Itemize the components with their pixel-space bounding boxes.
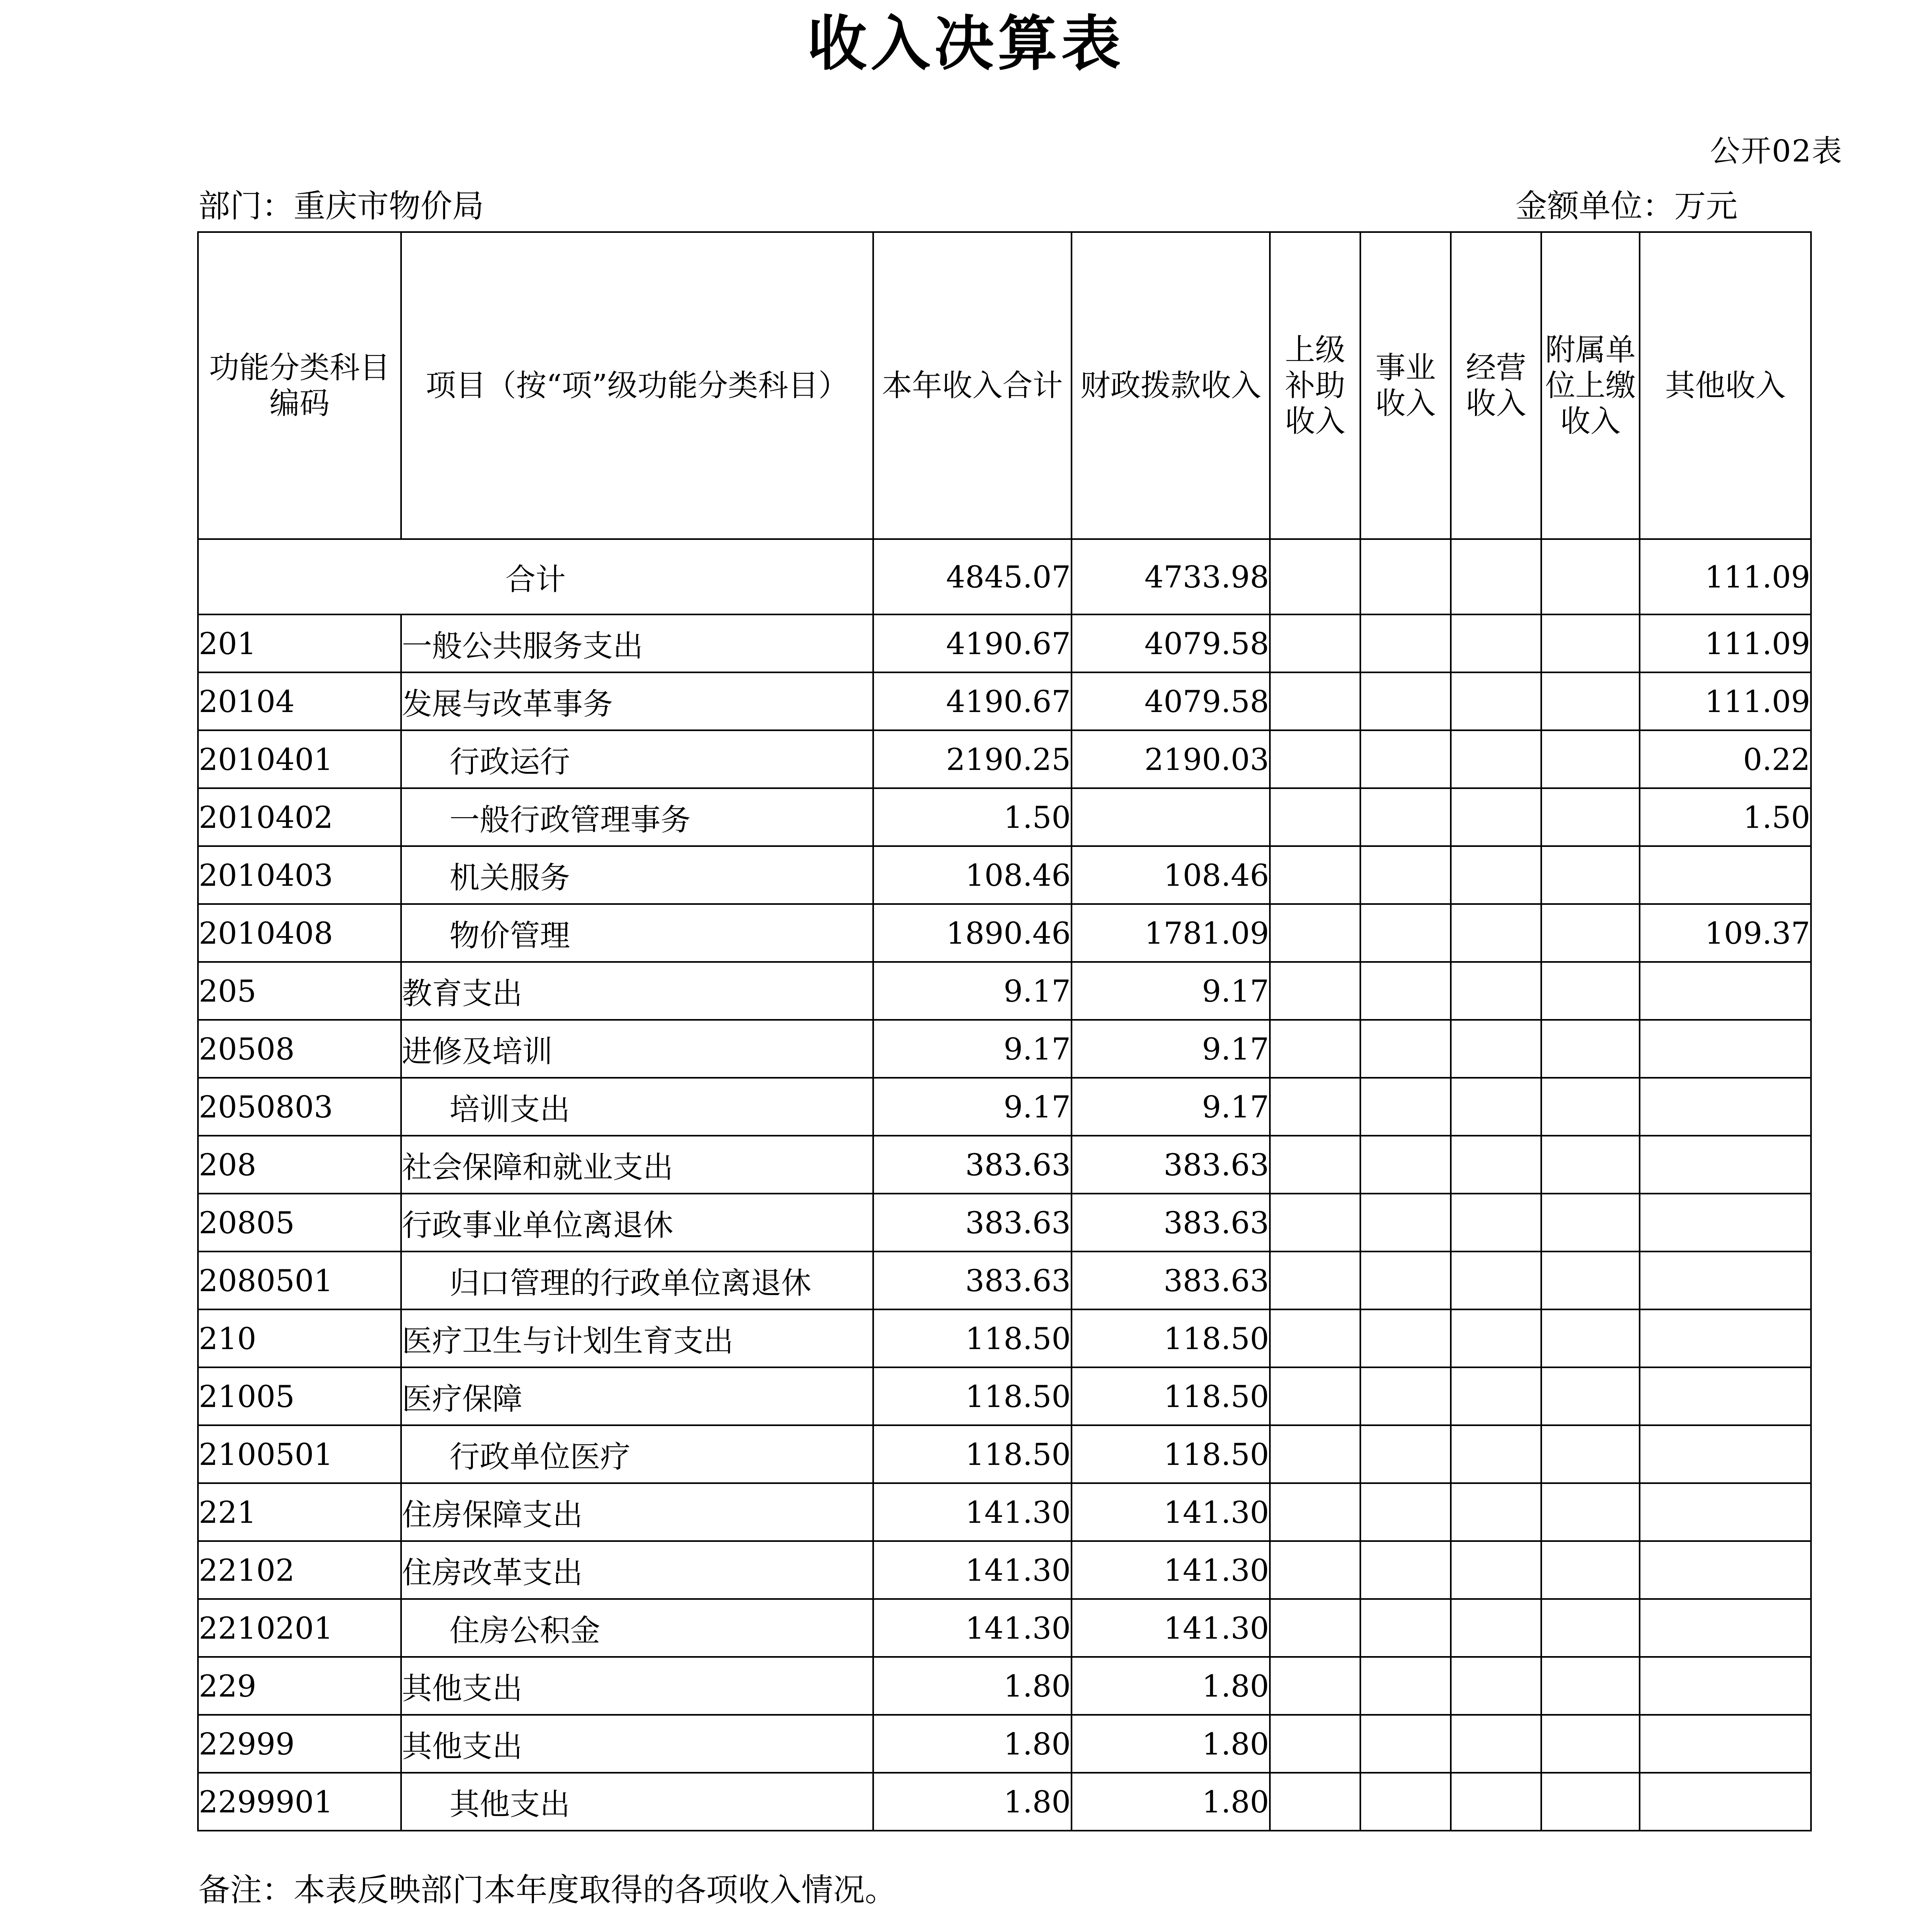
cell-other (1640, 846, 1811, 904)
cell-subordinate (1541, 1541, 1640, 1599)
cell-code: 229 (198, 1657, 401, 1715)
cell-fiscal: 141.30 (1072, 1541, 1270, 1599)
table-row (198, 1773, 1811, 1831)
total-row-upper (1270, 539, 1360, 614)
total-row-career (1360, 539, 1451, 614)
table-row (198, 1078, 1811, 1136)
cell-business (1451, 1367, 1541, 1425)
cell-year-total: 1.80 (873, 1715, 1072, 1773)
cell-item: 行政单位医疗 (401, 1425, 873, 1483)
cell-code: 2010402 (198, 788, 401, 846)
column-header-career: 事业收入 (1360, 232, 1451, 539)
amount-unit-label: 金额单位：万元 (1515, 188, 1738, 225)
cell-item: 教育支出 (401, 962, 873, 1020)
cell-subordinate (1541, 1136, 1640, 1194)
cell-code: 201 (198, 614, 401, 672)
cell-business (1451, 1252, 1541, 1309)
cell-year-total: 9.17 (873, 1078, 1072, 1136)
cell-career (1360, 614, 1451, 672)
cell-fiscal: 4079.58 (1072, 614, 1270, 672)
cell-item: 社会保障和就业支出 (401, 1136, 873, 1194)
cell-code: 2100501 (198, 1425, 401, 1483)
cell-business (1451, 1715, 1541, 1773)
cell-code: 20805 (198, 1194, 401, 1252)
cell-fiscal: 118.50 (1072, 1309, 1270, 1367)
cell-year-total: 141.30 (873, 1599, 1072, 1657)
cell-business (1451, 672, 1541, 730)
cell-business (1451, 962, 1541, 1020)
header-row (198, 232, 1811, 539)
cell-year-total: 118.50 (873, 1309, 1072, 1367)
cell-other (1640, 1020, 1811, 1078)
cell-code: 2080501 (198, 1252, 401, 1309)
table-body (198, 539, 1811, 1831)
cell-upper (1270, 730, 1360, 788)
cell-upper (1270, 788, 1360, 846)
cell-career (1360, 788, 1451, 846)
cell-upper (1270, 1657, 1360, 1715)
cell-upper (1270, 1715, 1360, 1773)
cell-year-total: 1.80 (873, 1773, 1072, 1831)
cell-year-total: 108.46 (873, 846, 1072, 904)
cell-business (1451, 1425, 1541, 1483)
cell-career (1360, 1078, 1451, 1136)
cell-career (1360, 1425, 1451, 1483)
cell-item: 其他支出 (401, 1715, 873, 1773)
table-row (198, 788, 1811, 846)
cell-item: 其他支出 (401, 1773, 873, 1831)
cell-business (1451, 730, 1541, 788)
cell-subordinate (1541, 730, 1640, 788)
total-row-label: 合计 (198, 539, 873, 614)
table-row (198, 1367, 1811, 1425)
cell-fiscal: 141.30 (1072, 1599, 1270, 1657)
cell-subordinate (1541, 614, 1640, 672)
cell-subordinate (1541, 1483, 1640, 1541)
cell-other (1640, 1541, 1811, 1599)
income-table-wrapper (197, 231, 1810, 1831)
cell-year-total: 9.17 (873, 1020, 1072, 1078)
cell-subordinate (1541, 672, 1640, 730)
cell-career (1360, 1136, 1451, 1194)
cell-career (1360, 962, 1451, 1020)
cell-fiscal (1072, 788, 1270, 846)
cell-fiscal: 1781.09 (1072, 904, 1270, 962)
cell-fiscal: 141.30 (1072, 1483, 1270, 1541)
cell-fiscal: 9.17 (1072, 962, 1270, 1020)
cell-other (1640, 1252, 1811, 1309)
cell-code: 2010401 (198, 730, 401, 788)
cell-fiscal: 118.50 (1072, 1425, 1270, 1483)
cell-year-total: 383.63 (873, 1194, 1072, 1252)
cell-upper (1270, 1252, 1360, 1309)
cell-subordinate (1541, 846, 1640, 904)
cell-year-total: 383.63 (873, 1136, 1072, 1194)
cell-item: 培训支出 (401, 1078, 873, 1136)
table-row (198, 614, 1811, 672)
table-row (198, 1599, 1811, 1657)
cell-other: 109.37 (1640, 904, 1811, 962)
total-row-fiscal: 4733.98 (1072, 539, 1270, 614)
cell-business (1451, 1020, 1541, 1078)
cell-code: 2210201 (198, 1599, 401, 1657)
cell-fiscal: 4079.58 (1072, 672, 1270, 730)
cell-item: 一般公共服务支出 (401, 614, 873, 672)
cell-code: 208 (198, 1136, 401, 1194)
cell-other (1640, 1773, 1811, 1831)
cell-upper (1270, 1599, 1360, 1657)
cell-item: 住房保障支出 (401, 1483, 873, 1541)
cell-career (1360, 1252, 1451, 1309)
cell-fiscal: 383.63 (1072, 1252, 1270, 1309)
cell-subordinate (1541, 1715, 1640, 1773)
cell-item: 进修及培训 (401, 1020, 873, 1078)
cell-career (1360, 1773, 1451, 1831)
cell-other: 111.09 (1640, 614, 1811, 672)
cell-upper (1270, 1367, 1360, 1425)
cell-year-total: 2190.25 (873, 730, 1072, 788)
department-label: 部门：重庆市物价局 (198, 188, 484, 225)
cell-other (1640, 1715, 1811, 1773)
cell-upper (1270, 1425, 1360, 1483)
cell-business (1451, 1078, 1541, 1136)
table-row (198, 1541, 1811, 1599)
cell-code: 210 (198, 1309, 401, 1367)
cell-code: 20104 (198, 672, 401, 730)
table-row (198, 1136, 1811, 1194)
table-row (198, 730, 1811, 788)
cell-other (1640, 1309, 1811, 1367)
cell-code: 22102 (198, 1541, 401, 1599)
cell-code: 21005 (198, 1367, 401, 1425)
cell-fiscal: 2190.03 (1072, 730, 1270, 788)
cell-upper (1270, 1078, 1360, 1136)
table-row (198, 672, 1811, 730)
cell-career (1360, 1599, 1451, 1657)
cell-fiscal: 1.80 (1072, 1715, 1270, 1773)
cell-other (1640, 1425, 1811, 1483)
cell-other (1640, 1657, 1811, 1715)
cell-item: 归口管理的行政单位离退休 (401, 1252, 873, 1309)
cell-year-total: 141.30 (873, 1483, 1072, 1541)
cell-upper (1270, 904, 1360, 962)
cell-fiscal: 9.17 (1072, 1078, 1270, 1136)
cell-subordinate (1541, 1020, 1640, 1078)
income-final-accounts-table (197, 231, 1812, 1831)
table-row-total (198, 539, 1811, 614)
cell-item: 其他支出 (401, 1657, 873, 1715)
cell-business (1451, 1599, 1541, 1657)
cell-business (1451, 904, 1541, 962)
column-header-year-total: 本年收入合计 (873, 232, 1072, 539)
cell-item: 住房改革支出 (401, 1541, 873, 1599)
column-header-code: 功能分类科目编码 (198, 232, 401, 539)
cell-subordinate (1541, 788, 1640, 846)
table-row (198, 904, 1811, 962)
cell-upper (1270, 962, 1360, 1020)
cell-career (1360, 1020, 1451, 1078)
cell-fiscal: 118.50 (1072, 1367, 1270, 1425)
cell-code: 20508 (198, 1020, 401, 1078)
cell-fiscal: 383.63 (1072, 1194, 1270, 1252)
table-row (198, 1252, 1811, 1309)
total-row-year-total: 4845.07 (873, 539, 1072, 614)
cell-career (1360, 1367, 1451, 1425)
cell-other (1640, 1483, 1811, 1541)
cell-subordinate (1541, 1252, 1640, 1309)
cell-year-total: 118.50 (873, 1425, 1072, 1483)
table-row (198, 846, 1811, 904)
cell-business (1451, 1309, 1541, 1367)
cell-other (1640, 1078, 1811, 1136)
cell-other (1640, 1599, 1811, 1657)
cell-year-total: 4190.67 (873, 614, 1072, 672)
cell-year-total: 1890.46 (873, 904, 1072, 962)
table-row (198, 1715, 1811, 1773)
cell-fiscal: 108.46 (1072, 846, 1270, 904)
cell-subordinate (1541, 1367, 1640, 1425)
column-header-item: 项目（按“项”级功能分类科目） (401, 232, 873, 539)
cell-career (1360, 1483, 1451, 1541)
cell-code: 205 (198, 962, 401, 1020)
cell-item: 行政运行 (401, 730, 873, 788)
cell-item: 发展与改革事务 (401, 672, 873, 730)
cell-code: 2299901 (198, 1773, 401, 1831)
total-row-other: 111.09 (1640, 539, 1811, 614)
cell-fiscal: 1.80 (1072, 1773, 1270, 1831)
cell-career (1360, 1715, 1451, 1773)
column-header-upper-subsidy: 上级补助收入 (1270, 232, 1360, 539)
cell-other: 111.09 (1640, 672, 1811, 730)
cell-career (1360, 846, 1451, 904)
cell-other (1640, 962, 1811, 1020)
cell-code: 221 (198, 1483, 401, 1541)
cell-upper (1270, 1541, 1360, 1599)
cell-upper (1270, 846, 1360, 904)
cell-other: 0.22 (1640, 730, 1811, 788)
cell-upper (1270, 614, 1360, 672)
cell-business (1451, 1657, 1541, 1715)
cell-year-total: 1.80 (873, 1657, 1072, 1715)
table-row (198, 1425, 1811, 1483)
cell-upper (1270, 1136, 1360, 1194)
cell-fiscal: 383.63 (1072, 1136, 1270, 1194)
column-header-subordinate: 附属单位上缴收入 (1541, 232, 1640, 539)
total-row-subordinate (1541, 539, 1640, 614)
cell-upper (1270, 1020, 1360, 1078)
table-row (198, 1194, 1811, 1252)
table-row (198, 1309, 1811, 1367)
cell-upper (1270, 1483, 1360, 1541)
cell-career (1360, 1309, 1451, 1367)
meta-row (198, 180, 1738, 226)
cell-subordinate (1541, 1657, 1640, 1715)
cell-subordinate (1541, 1078, 1640, 1136)
cell-item: 医疗保障 (401, 1367, 873, 1425)
cell-other: 1.50 (1640, 788, 1811, 846)
cell-subordinate (1541, 1773, 1640, 1831)
column-header-business: 经营收入 (1451, 232, 1541, 539)
cell-career (1360, 904, 1451, 962)
cell-upper (1270, 1773, 1360, 1831)
cell-upper (1270, 1309, 1360, 1367)
table-row (198, 1020, 1811, 1078)
table-row (198, 1483, 1811, 1541)
cell-subordinate (1541, 962, 1640, 1020)
column-header-fiscal: 财政拨款收入 (1072, 232, 1270, 539)
cell-business (1451, 1483, 1541, 1541)
cell-year-total: 9.17 (873, 962, 1072, 1020)
cell-business (1451, 1136, 1541, 1194)
cell-other (1640, 1367, 1811, 1425)
total-row-business (1451, 539, 1541, 614)
cell-item: 医疗卫生与计划生育支出 (401, 1309, 873, 1367)
cell-upper (1270, 1194, 1360, 1252)
cell-year-total: 383.63 (873, 1252, 1072, 1309)
cell-subordinate (1541, 904, 1640, 962)
cell-code: 22999 (198, 1715, 401, 1773)
cell-subordinate (1541, 1599, 1640, 1657)
cell-subordinate (1541, 1194, 1640, 1252)
cell-fiscal: 9.17 (1072, 1020, 1270, 1078)
cell-other (1640, 1136, 1811, 1194)
cell-item: 机关服务 (401, 846, 873, 904)
cell-fiscal: 1.80 (1072, 1657, 1270, 1715)
cell-year-total: 118.50 (873, 1367, 1072, 1425)
page-title: 收入决算表 (807, 9, 1125, 79)
cell-item: 一般行政管理事务 (401, 788, 873, 846)
cell-subordinate (1541, 1425, 1640, 1483)
cell-year-total: 1.50 (873, 788, 1072, 846)
table-row (198, 962, 1811, 1020)
footer-note: 备注：本表反映部门本年度取得的各项收入情况。 (198, 1871, 897, 1908)
cell-career (1360, 730, 1451, 788)
cell-career (1360, 1194, 1451, 1252)
cell-item: 住房公积金 (401, 1599, 873, 1657)
cell-business (1451, 1773, 1541, 1831)
cell-code: 2010408 (198, 904, 401, 962)
table-header (198, 232, 1811, 539)
sheet-number-label: 公开02表 (1710, 133, 1843, 169)
cell-business (1451, 614, 1541, 672)
cell-business (1451, 1194, 1541, 1252)
cell-career (1360, 1657, 1451, 1715)
cell-year-total: 141.30 (873, 1541, 1072, 1599)
cell-item: 物价管理 (401, 904, 873, 962)
cell-year-total: 4190.67 (873, 672, 1072, 730)
cell-business (1451, 788, 1541, 846)
cell-subordinate (1541, 1309, 1640, 1367)
cell-career (1360, 1541, 1451, 1599)
column-header-other: 其他收入 (1640, 232, 1811, 539)
cell-business (1451, 1541, 1541, 1599)
cell-code: 2050803 (198, 1078, 401, 1136)
cell-other (1640, 1194, 1811, 1252)
cell-code: 2010403 (198, 846, 401, 904)
cell-business (1451, 846, 1541, 904)
cell-upper (1270, 672, 1360, 730)
cell-career (1360, 672, 1451, 730)
table-row (198, 1657, 1811, 1715)
cell-item: 行政事业单位离退休 (401, 1194, 873, 1252)
